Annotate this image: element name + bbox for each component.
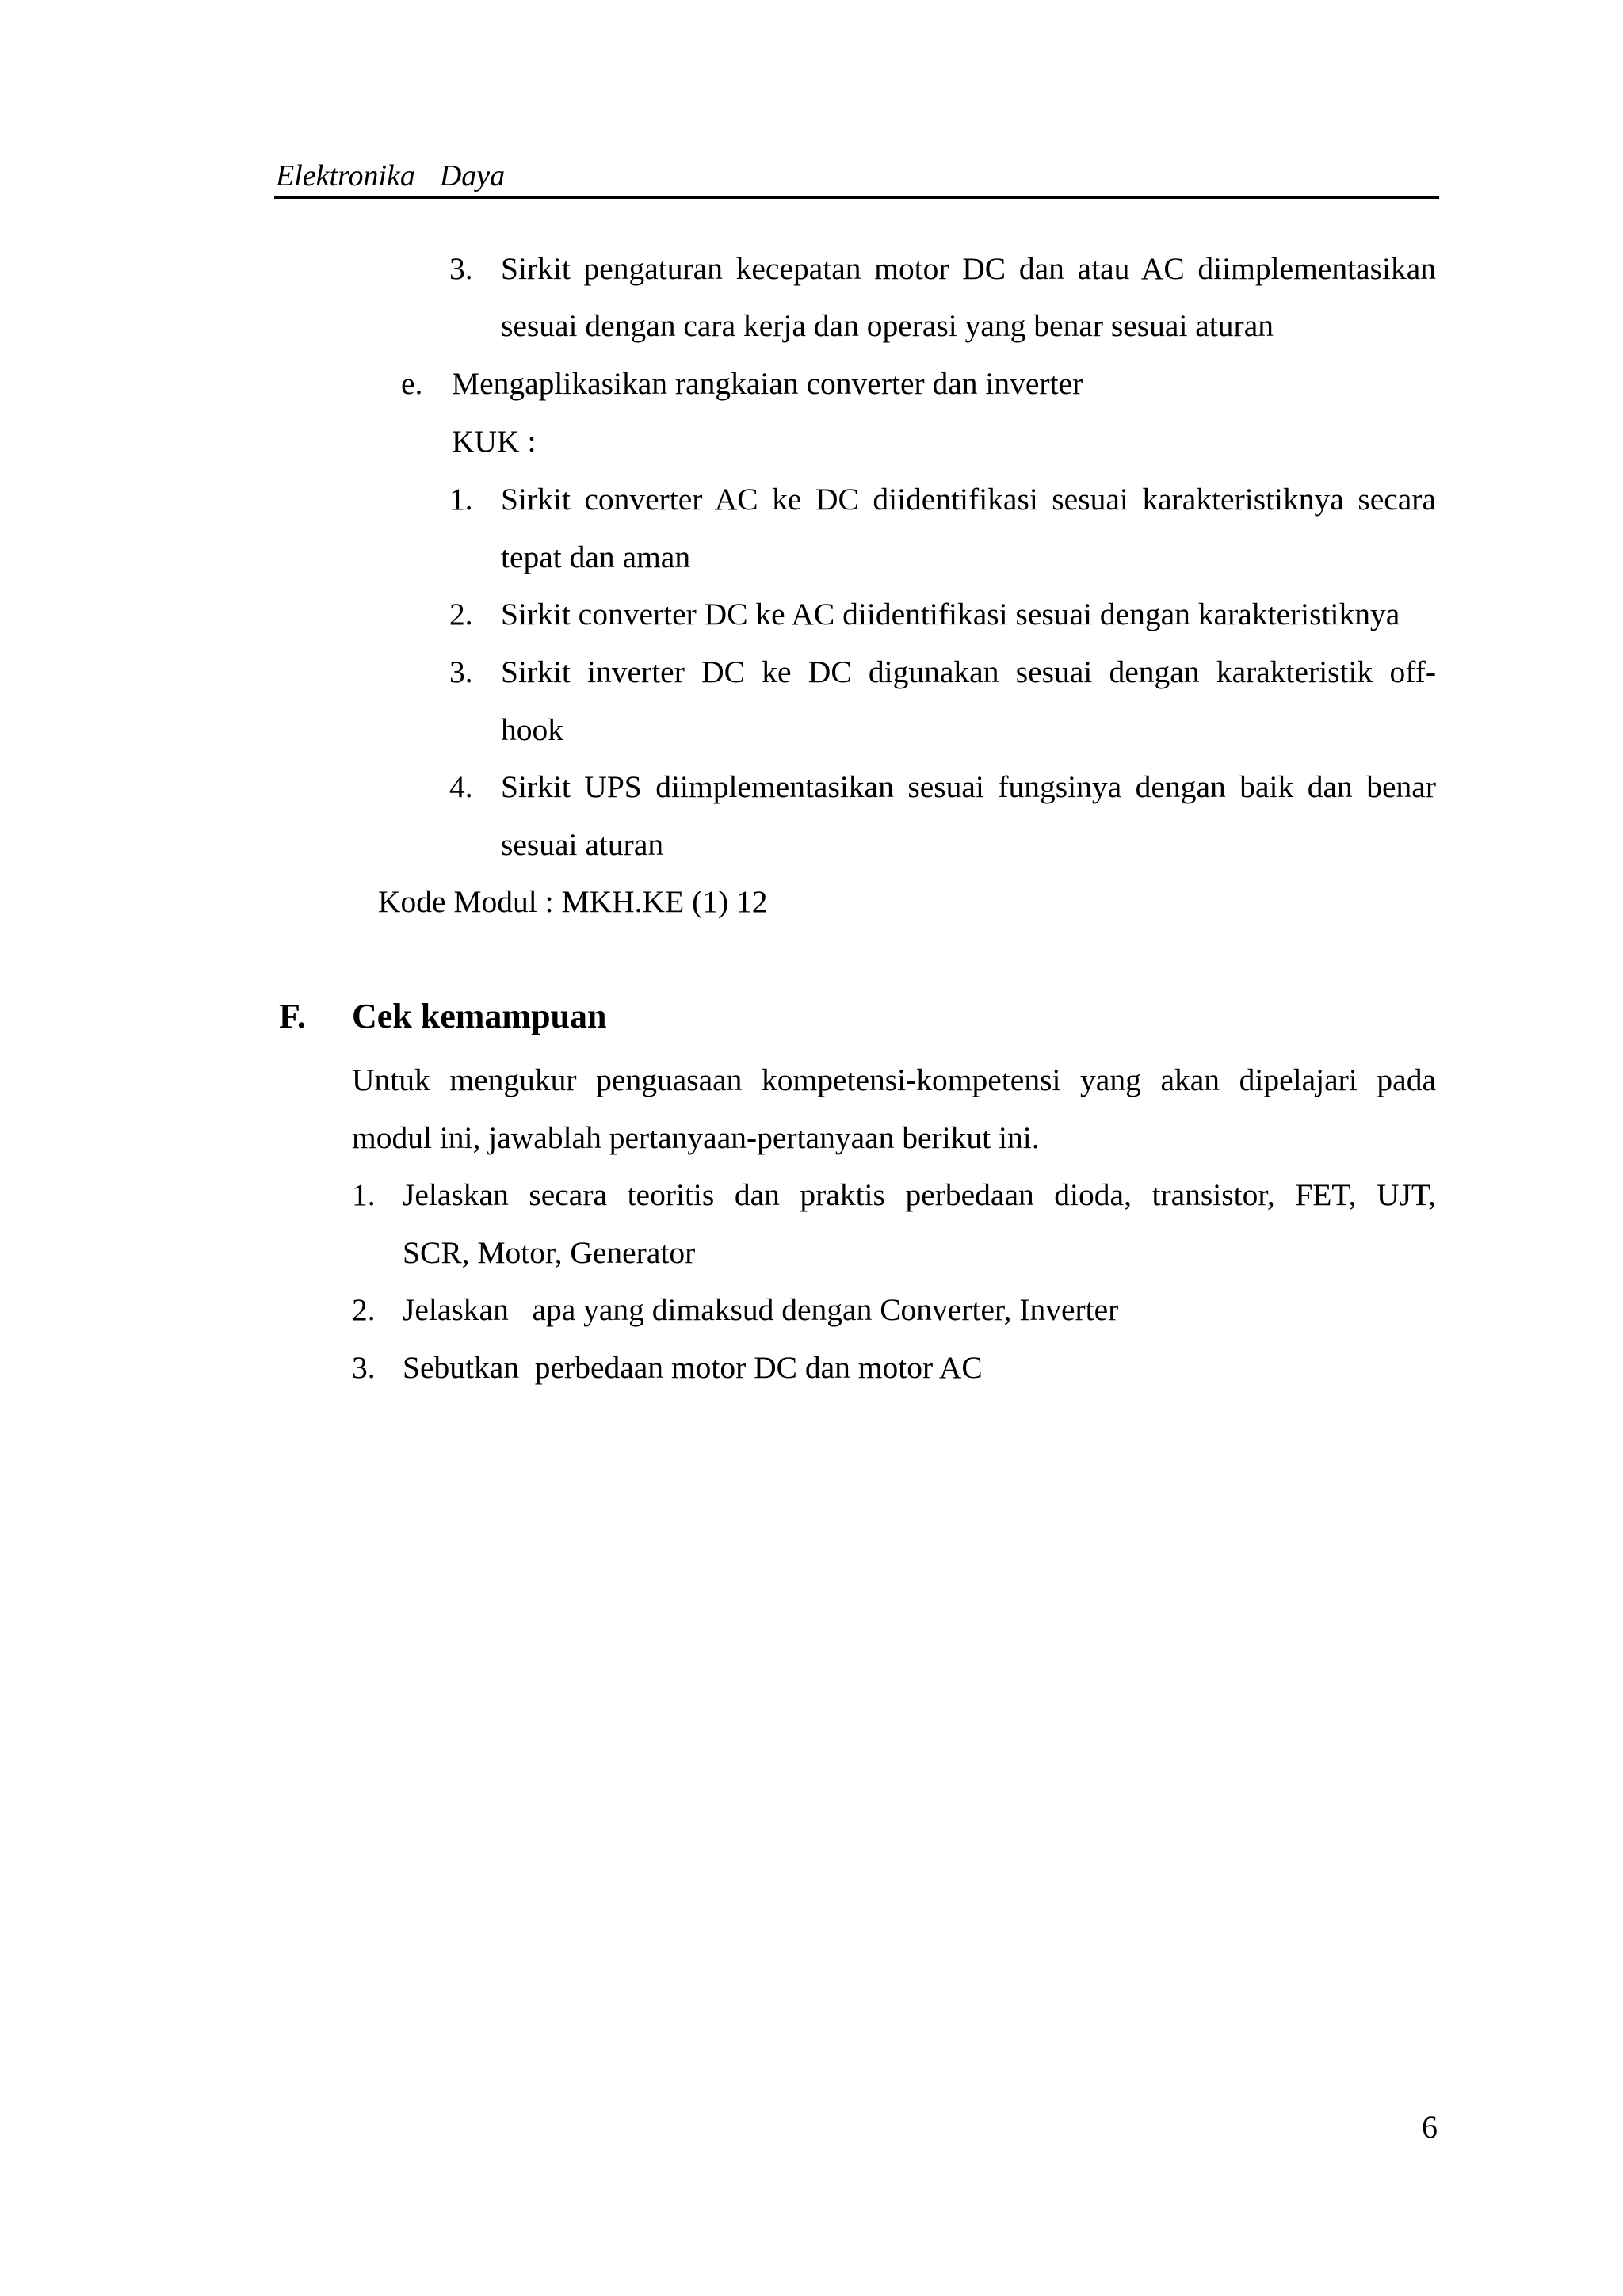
running-header [274, 157, 1439, 199]
list-letter: e. [401, 366, 423, 401]
question-text-continued: SCR, Motor, Generator [403, 1235, 696, 1270]
question-text: Jelaskan apa yang dimaksud dengan Converter, Inverter [403, 1292, 1119, 1327]
list-number: 3. [449, 251, 473, 286]
kuk-label: KUK : [452, 424, 537, 459]
list-item-text: Sirkit converter DC ke AC diidentifikasi sesuai dengan karakteristiknya [501, 597, 1400, 631]
question-text: Jelaskan secara teoritis dan praktis perbedaan dioda, transistor, FET, UJT, [403, 1177, 1436, 1212]
header-title: Elektronika Daya [276, 159, 506, 193]
question-text: Sebutkan perbedaan motor DC dan motor AC [403, 1350, 983, 1385]
section-letter: F. [279, 997, 306, 1035]
list-item-text: Sirkit UPS diimplementasikan sesuai fungsinya dengan baik dan benar [501, 769, 1436, 804]
sub-item-heading: Mengaplikasikan rangkaian converter dan inverter [452, 366, 1083, 401]
list-item-text-continued: sesuai aturan [501, 827, 664, 862]
module-code: Kode Modul : MKH.KE (1) 12 [378, 884, 768, 919]
list-item-text: Sirkit converter AC ke DC diidentifikasi sesuai karakteristiknya secara [501, 482, 1436, 517]
section-intro-continued: modul ini, jawablah pertanyaan-pertanyaan berikut ini. [352, 1120, 1040, 1155]
list-item-text-continued: tepat dan aman [501, 540, 691, 574]
list-item-text-continued: hook [501, 712, 563, 747]
list-item-text: Sirkit pengaturan kecepatan motor DC dan atau AC diimplementasikan [501, 251, 1436, 286]
page-number: 6 [1422, 2109, 1438, 2145]
list-number: 1. [449, 482, 473, 517]
section-title: Cek kemampuan [352, 997, 607, 1035]
question-number: 3. [352, 1350, 376, 1385]
question-number: 2. [352, 1292, 376, 1327]
list-number: 2. [449, 597, 473, 631]
section-intro: Untuk mengukur penguasaan kompetensi-kompetensi yang akan dipelajari pada [352, 1062, 1436, 1097]
question-number: 1. [352, 1177, 376, 1212]
list-number: 4. [449, 769, 473, 804]
list-item-text-continued: sesuai dengan cara kerja dan operasi yang benar sesuai aturan [501, 308, 1274, 343]
list-number: 3. [449, 654, 473, 689]
list-item-text: Sirkit inverter DC ke DC digunakan sesuai dengan karakteristik off- [501, 654, 1436, 689]
